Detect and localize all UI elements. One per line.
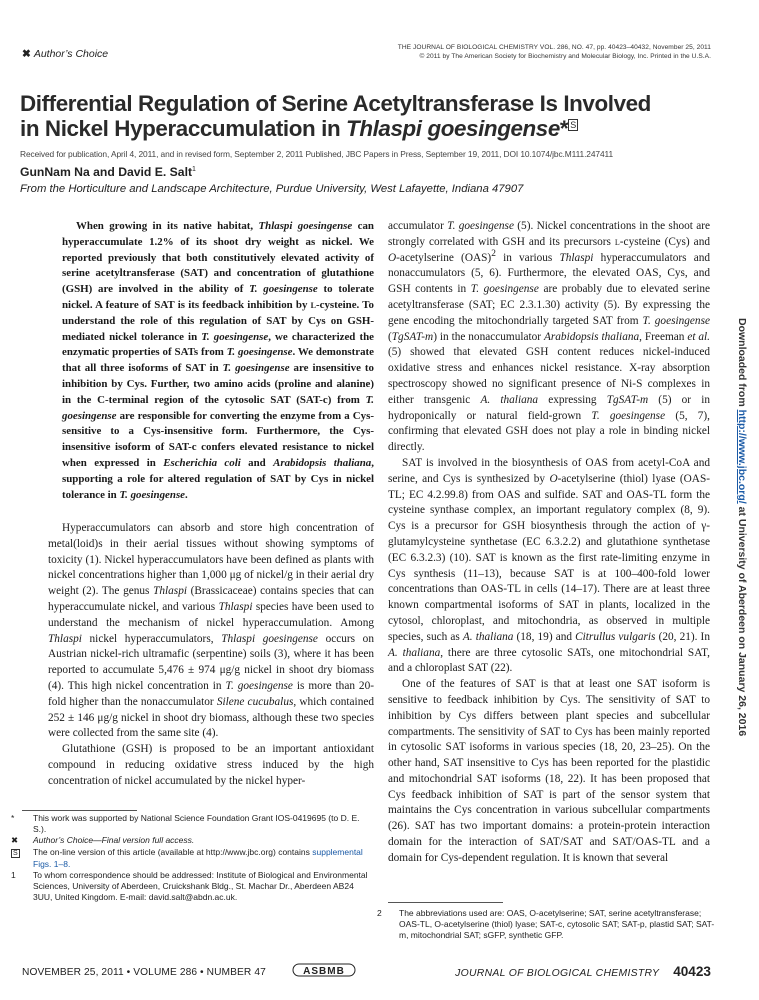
download-watermark-prefix: Downloaded from — [736, 318, 748, 410]
title-line-1: Differential Regulation of Serine Acetyltransferase Is Involved — [20, 91, 651, 116]
title-line-2 — [20, 116, 720, 141]
footnote-abbreviations-text: The abbreviations used are: OAS, O-acetylserine; SAT, serine acetyltransferase; OAS-TL, O-acetylserine (thiol) lyase; SAT-c, cytosolic SAT; SAT-p, plastid SAT; SAT-m, mitochondrial SAT; sGFP, synthetic GFP. — [399, 908, 715, 941]
body-paragraph-3: accumulator T. goesingense (5). Nickel concentrations in the shoot are strongly correlated with GSH and its precursors l-cysteine (Cys) and O-acetylserine (OAS)$^2$ in various Thlaspi hyperaccumulators and nonaccumulators (5, 6). Furthermore, the elevated OAS, Cys, and GSH contents in T. goesingense are probably due to elevated serine acetyltransferase (SAT; EC 2.3.1.30) activity (5). By expressing the gene encoding the mitochondrially targeted SAT from T. goesingense (TgSAT-m) in the nonaccumulator Arabidopsis thaliana, Freeman et al. (5) showed that elevated GSH content reduces nickel-induced oxidative stress and enhances nickel resistance. X-ray absorption spectroscopy showed no significant presence of Ni-S complexes in either transgenic A. thaliana expressing TgSAT-m (5) or in hydroponically or natural field-grown T. goesingense (5, 7), confirming that elevated GSH does not play a role in binding nickel directly. — [388, 220, 711, 454]
footnote-online-text: The on-line version of this article (available at http://www.jbc.org) contains — [33, 846, 310, 857]
footnote-funding-text: This work was supported by National Science Foundation Grant IOS-0419695 (to D. E. S.). — [33, 813, 360, 835]
supplemental-figures-link[interactable]: supplemental Figs. 1–8. — [33, 846, 363, 869]
journal-citation-line1: THE JOURNAL OF BIOLOGICAL CHEMISTRY VOL. 286, NO. 47, pp. 40423–40432, November 25, 2011 — [397, 44, 711, 51]
jbc-link[interactable]: http://www.jbc.org/ — [736, 409, 748, 504]
download-watermark — [736, 318, 748, 736]
title-species: Thlaspi goesingense — [346, 116, 560, 141]
footnote-divider — [22, 810, 137, 811]
body-column-right — [388, 219, 710, 867]
footnote-authors-choice-text: Author’s Choice—Final version full access. — [33, 835, 195, 846]
footnotes-left — [11, 813, 374, 904]
footer-journal-name: JOURNAL OF BIOLOGICAL CHEMISTRY — [455, 968, 660, 979]
asbmb-logo — [292, 962, 356, 978]
footnote-correspondence — [11, 870, 374, 904]
authors-choice-footnote-icon: ✖ — [11, 835, 19, 846]
author-list — [20, 165, 196, 179]
supplemental-icon: S — [570, 120, 576, 130]
footnote-abbreviations — [377, 908, 721, 942]
body-paragraph-2: Glutathione (GSH) is proposed to be an important antioxidant compound in reducing oxidative stress induced by the high concentration of nickel accumulated by the nickel hyper- — [48, 743, 374, 787]
download-watermark-suffix: at University of Aberdeen on January 26, 2016 — [736, 503, 748, 737]
body-paragraph-5: One of the features of SAT is that at least one SAT isoform is sensitive to feedback inhibition by Cys. The sensitivity of SAT to inhibition by Cys differs between plant species and subcellular compartments. The sensitivity of SAT to Cys has been mainly reported in cytosolic SAT isoforms in various species (18, 20, 23–25). On the other hand, SAT insensitive to Cys has been reported for the plastidic and mitochondrial SAT isoforms (18, 22). It has been proposed that Cys feedback inhibition of SAT is part of the sensor system that maintains the Cys concentration in various subcellular compartments (26). SAT has two important domains: a protein-protein interaction domain for the interaction of SAT/SAT and SAT/OAS-TL and a domain for Cys-dependent regulation. It is known that several — [388, 678, 710, 864]
title-star: * — [559, 116, 569, 141]
body-paragraph-4: SAT is involved in the biosynthesis of OAS from acetyl-CoA and serine, and Cys is synthesized by O-acetylserine (thiol) lyase (OAS-TL; EC 4.2.99.8) from OAS and sulfide. SAT and OAS-TL form the cysteine synthase complex, an important regulatory complex (8, 9). Cys is a precursor for GSH biosynthesis through the action of γ-glutamylcysteine synthetase (EC 6.3.2.2) and glutathione synthetase (EC 6.3.2.3) (10). SAT is known as the first rate-limiting enzyme in Cys synthesis (11–13), because SAT is at 100–400-fold lower concentrations than OAS-TL in cells (14–17). There are at least three known compartmental isoforms of SAT in plants, localized in the cytosol, chloroplast, and mitochondria, as observed in multiple species, such as A. thaliana (18, 19) and Citrullus vulgaris (20, 21). In A. thaliana, there are three cytosolic SATs, one mitochondrial SAT, and a chloroplast SAT (22). — [388, 456, 711, 675]
authors-choice-label — [22, 48, 108, 60]
affiliation: From the Horticulture and Landscape Architecture, Purdue University, West Lafayette, Indiana 47907 — [20, 183, 524, 195]
footnote-2-mark: 2 — [377, 908, 382, 918]
footnote-1-mark: 1 — [11, 870, 16, 881]
article-title — [20, 91, 720, 141]
footer-issue-info: NOVEMBER 25, 2011 • VOLUME 286 • NUMBER 47 — [22, 967, 266, 978]
footnote-funding — [11, 813, 374, 835]
footnote-online — [13, 846, 374, 870]
body-paragraph-1: Hyperaccumulators can absorb and store high concentration of metal(loid)s in their aerial tissues without showing symptoms of toxicity (1). Nickel hyperaccumulators have been defined as plants with nickel concentrations higher than 1,000 μg of nickel/g in their aerial dry weight (2). The genus Thlaspi (Brassicaceae) contains species that can hyperaccumulate nickel, and various Thlaspi species have been used to understand the mechanism of nickel hyperaccumulation. Among Thlaspi nickel hyperaccumulators, Thlaspi goesingense occurs on Austrian nickel-rich ultramafic (serpentine) soils (3), where it has been reported to accumulate 5,476 ± 974 μg/g nickel in shoot dry biomass (4). This high nickel concentration in T. goesingense is more than 20-fold higher than the nonaccumulator Silene cucubalus, which contained 252 ± 146 μg/g nickel in shoot dry biomass, although these two species were collected from the same site (4). — [48, 522, 375, 740]
abstract — [62, 219, 374, 503]
body-column-left — [48, 521, 374, 790]
title-line-2-text: in Nickel Hyperaccumulation in — [20, 116, 347, 141]
footer-journal — [455, 963, 711, 981]
authors-choice-text: Author’s Choice — [33, 48, 109, 60]
footnote-star-mark: * — [11, 813, 15, 823]
publication-dates: Received for publication, April 4, 2011, and in revised form, September 2, 2011 Published, JBC Papers in Press, September 19, 2011, DOI 10.1074/jbc.M111.247411 — [20, 149, 614, 159]
footnote-divider-right — [388, 902, 503, 903]
journal-citation — [398, 43, 711, 61]
author-names: GunNam Na and David E. Salt — [20, 165, 193, 179]
page-number: 40423 — [673, 964, 711, 979]
abstract-paragraph: When growing in its native habitat, Thlaspi goesingense can hyperaccumulate 1.2% of its shoot dry weight as nickel. We reported previously that both constitutively elevated activity of serine acetyltransferase (SAT) and concentration of glutathione (GSH) are involved in the ability of T. goesingense to tolerate nickel. A feature of SAT is its feedback inhibition by l-cysteine. To understand the role of this regulation of SAT by Cys on GSH-mediated nickel tolerance in T. goesingense, we characterized the enzymatic properties of SATs from T. goesingense. We demonstrate that all three isoforms of SAT in T. goesingense are insensitive to inhibition by Cys. Further, two amino acids (proline and alanine) in the C-terminal region of the cytosolic SAT (SAT-c) from T. goesingense are responsible for converting the enzyme from a Cys-sensitive to a Cys-insensitive form. Furthermore, the Cys-insensitive isoform of SAT-c confers elevated resistance to nickel when expressed in Escherichia coli and Arabidopsis thaliana, supporting a role for altered regulation of SAT by Cys in nickel tolerance in T. goesingense. — [62, 220, 375, 501]
journal-copyright-line: © 2011 by The American Society for Biochemistry and Molecular Biology, Inc. Printed in the U.S.A. — [419, 53, 711, 60]
authors-choice-icon: ✖ — [22, 48, 31, 60]
asbmb-logo-text: ASBMB — [303, 966, 345, 977]
author-footnote-mark: 1 — [192, 165, 196, 173]
supplemental-box: S — [13, 849, 18, 857]
footnote-authors-choice — [11, 835, 374, 846]
supplemental-footnote-icon — [13, 847, 33, 859]
footnote-correspondence-text: To whom correspondence should be addressed: Institute of Biological and Environmental Sciences, University of Aberdeen, Cruickshank Bldg., St. Machar Dr., Aberdeen AB24 3UU, United Kingdom. E-mail: david.salt@abdn.ac.uk. — [33, 870, 368, 903]
